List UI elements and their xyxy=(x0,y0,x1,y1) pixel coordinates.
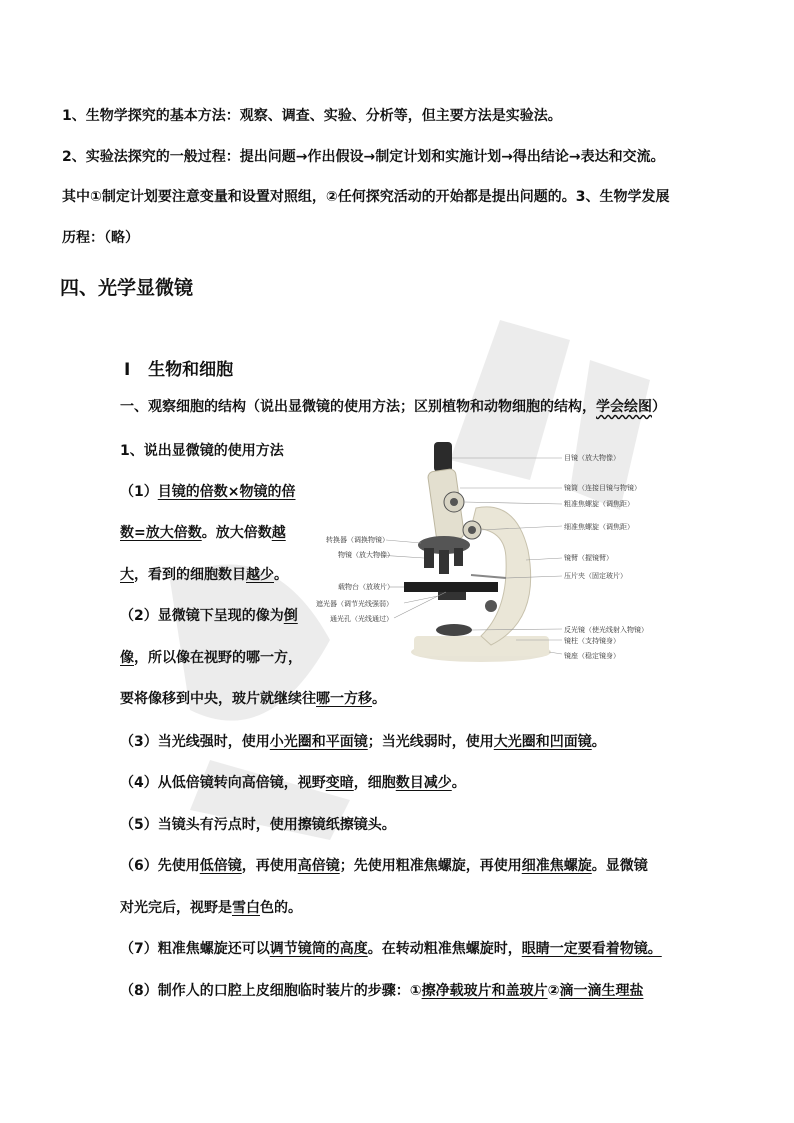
point-1-end: 。 xyxy=(274,567,288,583)
point-2-text-2: ，所以像在视野的哪一方， xyxy=(134,650,302,666)
point-3-end: 。 xyxy=(591,734,606,750)
point-1-line-c xyxy=(120,565,288,585)
point-8-saline: 生理盐 xyxy=(601,983,644,999)
point-4-text: （4）从低倍镜转向高倍镜，视野 xyxy=(120,775,326,791)
mirror xyxy=(436,624,472,636)
label-diaphragm: 遮光器（调节光线强弱） xyxy=(316,600,393,608)
topic-text: 一、观察细胞的结构（说出显微镜的使用方法；区别植物和动物细胞的结构， xyxy=(120,399,596,415)
point-1-large: 大 xyxy=(120,567,134,583)
point-3-text: （3）当光线强时，使用 xyxy=(120,734,270,750)
point-6-text-2: ，再使用 xyxy=(241,858,298,874)
fine-knob-center xyxy=(468,526,476,534)
objective-2 xyxy=(439,550,449,574)
stage xyxy=(404,582,498,592)
point-2-text-3: 要将像移到中央，玻片就继续往 xyxy=(120,691,316,707)
label-stage: 载物台（放玻片） xyxy=(338,583,394,591)
point-6-text: （6）先使用 xyxy=(120,858,200,874)
point-6-text-5: 对光完后，视野是 xyxy=(120,900,232,916)
point-1-more: 越 xyxy=(271,525,286,541)
point-6-low-power: 低倍镜 xyxy=(199,858,242,874)
point-6-end: 色的。 xyxy=(260,900,302,916)
point-4-text-2: ，细胞 xyxy=(353,775,396,791)
point-2-end: 。 xyxy=(372,691,386,707)
microscope-diagram xyxy=(306,440,656,665)
point-7-eyes: 眼睛一定要看着物镜。 xyxy=(521,941,662,957)
subsection-title: 生物和细胞 xyxy=(148,360,234,380)
point-1-line-b xyxy=(120,523,286,543)
point-4-fewer: 数目减少 xyxy=(395,775,452,791)
point-8-text: （8）制作人的口腔上皮细胞临时装片的步骤：① xyxy=(120,983,422,999)
label-hole: 通光孔（光线通过） xyxy=(330,615,393,623)
topic-emphasis: 学会绘图 xyxy=(596,399,652,415)
point-3-strong-light: 小光圈和平面镜 xyxy=(269,734,368,750)
point-6-line-b xyxy=(120,898,302,918)
point-8-num-2: ② xyxy=(547,983,560,999)
point-1-line-a xyxy=(120,482,295,502)
point-1-formula: 目镜的倍数×物镜的倍 xyxy=(157,484,296,500)
arm-knob xyxy=(485,600,497,612)
topic-close: ） xyxy=(652,399,666,415)
label-pillar: 镜柱（支持镜身） xyxy=(564,637,620,645)
point-3 xyxy=(120,732,606,752)
label-clip: 压片夹（固定玻片） xyxy=(564,572,627,580)
point-7 xyxy=(120,939,662,959)
point-1-text: 。放大倍数 xyxy=(201,525,272,541)
intro-line-1: 1、生物学探究的基本方法：观察、调查、实验、分析等，但主要方法是实验法。 xyxy=(62,108,562,124)
point-7-text: （7）粗准焦螺旋还可以 xyxy=(120,941,270,957)
point-6-fine-focus: 细准焦螺旋 xyxy=(521,858,592,874)
point-1-text-2: ，看到的细胞数目 xyxy=(134,567,246,583)
label-nosepiece: 转换器（调换物镜） xyxy=(326,536,389,544)
stage-clip xyxy=(471,575,506,578)
point-1-formula-end: 数=放大倍数 xyxy=(120,525,202,541)
point-4-darker: 变暗 xyxy=(325,775,354,791)
label-mirror: 反光镜（使光线射入物镜） xyxy=(564,626,648,634)
topic-line xyxy=(120,397,666,417)
point-3-weak-light: 大光圈和凹面镜 xyxy=(493,734,592,750)
microscope-base xyxy=(414,636,549,656)
point-5: （5）当镜头有污点时，使用擦镜纸擦镜头。 xyxy=(120,817,396,833)
point-1-num: （1） xyxy=(120,484,158,500)
label-fine: 细准焦螺旋（调焦距） xyxy=(564,523,634,531)
point-6-text-4: 。显微镜 xyxy=(591,858,648,874)
point-4-end: 。 xyxy=(451,775,466,791)
coarse-knob-center xyxy=(450,498,458,506)
diaphragm xyxy=(438,592,466,600)
point-8-step-2: 滴一滴 xyxy=(559,983,602,999)
point-6-text-3: ；先使用粗准焦螺旋，再使用 xyxy=(339,858,522,874)
point-4 xyxy=(120,773,466,793)
label-arm: 镜臂（握镜臂） xyxy=(564,554,613,562)
point-2-line-a xyxy=(120,606,298,626)
item-1-heading: 1、说出显微镜的使用方法 xyxy=(120,443,284,459)
label-base: 镜座（稳定镜身） xyxy=(564,652,620,660)
section-title: 四、光学显微镜 xyxy=(60,277,194,299)
point-2-line-b xyxy=(120,648,302,668)
point-2-direction: 哪一方移 xyxy=(316,691,372,707)
label-coarse: 粗准焦螺旋（调焦距） xyxy=(564,500,634,508)
point-2-text: （2）显微镜下呈现的像为 xyxy=(120,608,284,624)
label-objective: 物镜（放大物像） xyxy=(338,551,394,559)
intro-line-3: 其中①制定计划要注意变量和设置对照组，②任何探究活动的开始都是提出问题的。3、生物学发展 xyxy=(62,189,670,205)
point-6-line-a xyxy=(120,856,648,876)
objective-3 xyxy=(454,548,463,566)
point-3-text-2: ；当光线弱时，使用 xyxy=(367,734,494,750)
eyepiece xyxy=(434,442,452,472)
point-2-line-c xyxy=(120,689,386,709)
point-1-fewer: 越少 xyxy=(246,567,274,583)
point-8-step-1: 擦净载玻片和盖玻片 xyxy=(421,983,548,999)
label-eyepiece: 目镜（放大物像） xyxy=(564,454,620,462)
subsection-heading xyxy=(124,355,233,380)
intro-line-2: 2、实验法探究的一般过程：提出问题→作出假设→制定计划和实施计划→得出结论→表达和交流。 xyxy=(62,149,665,165)
intro-line-4: 历程：（略） xyxy=(62,230,139,246)
point-6-high-power: 高倍镜 xyxy=(297,858,340,874)
objective-1 xyxy=(424,548,434,568)
label-tube: 镜筒（连接目镜与物镜） xyxy=(564,484,641,492)
subsection-number: I xyxy=(124,360,131,380)
point-7-adjust: 调节镜筒的高度 xyxy=(269,941,368,957)
point-2-inverted: 倒 xyxy=(283,608,298,624)
point-6-snow-white: 雪白 xyxy=(232,900,260,916)
point-7-text-2: 。在转动粗准焦螺旋时， xyxy=(367,941,522,957)
point-8 xyxy=(120,981,643,1001)
point-2-image: 像 xyxy=(120,650,134,666)
